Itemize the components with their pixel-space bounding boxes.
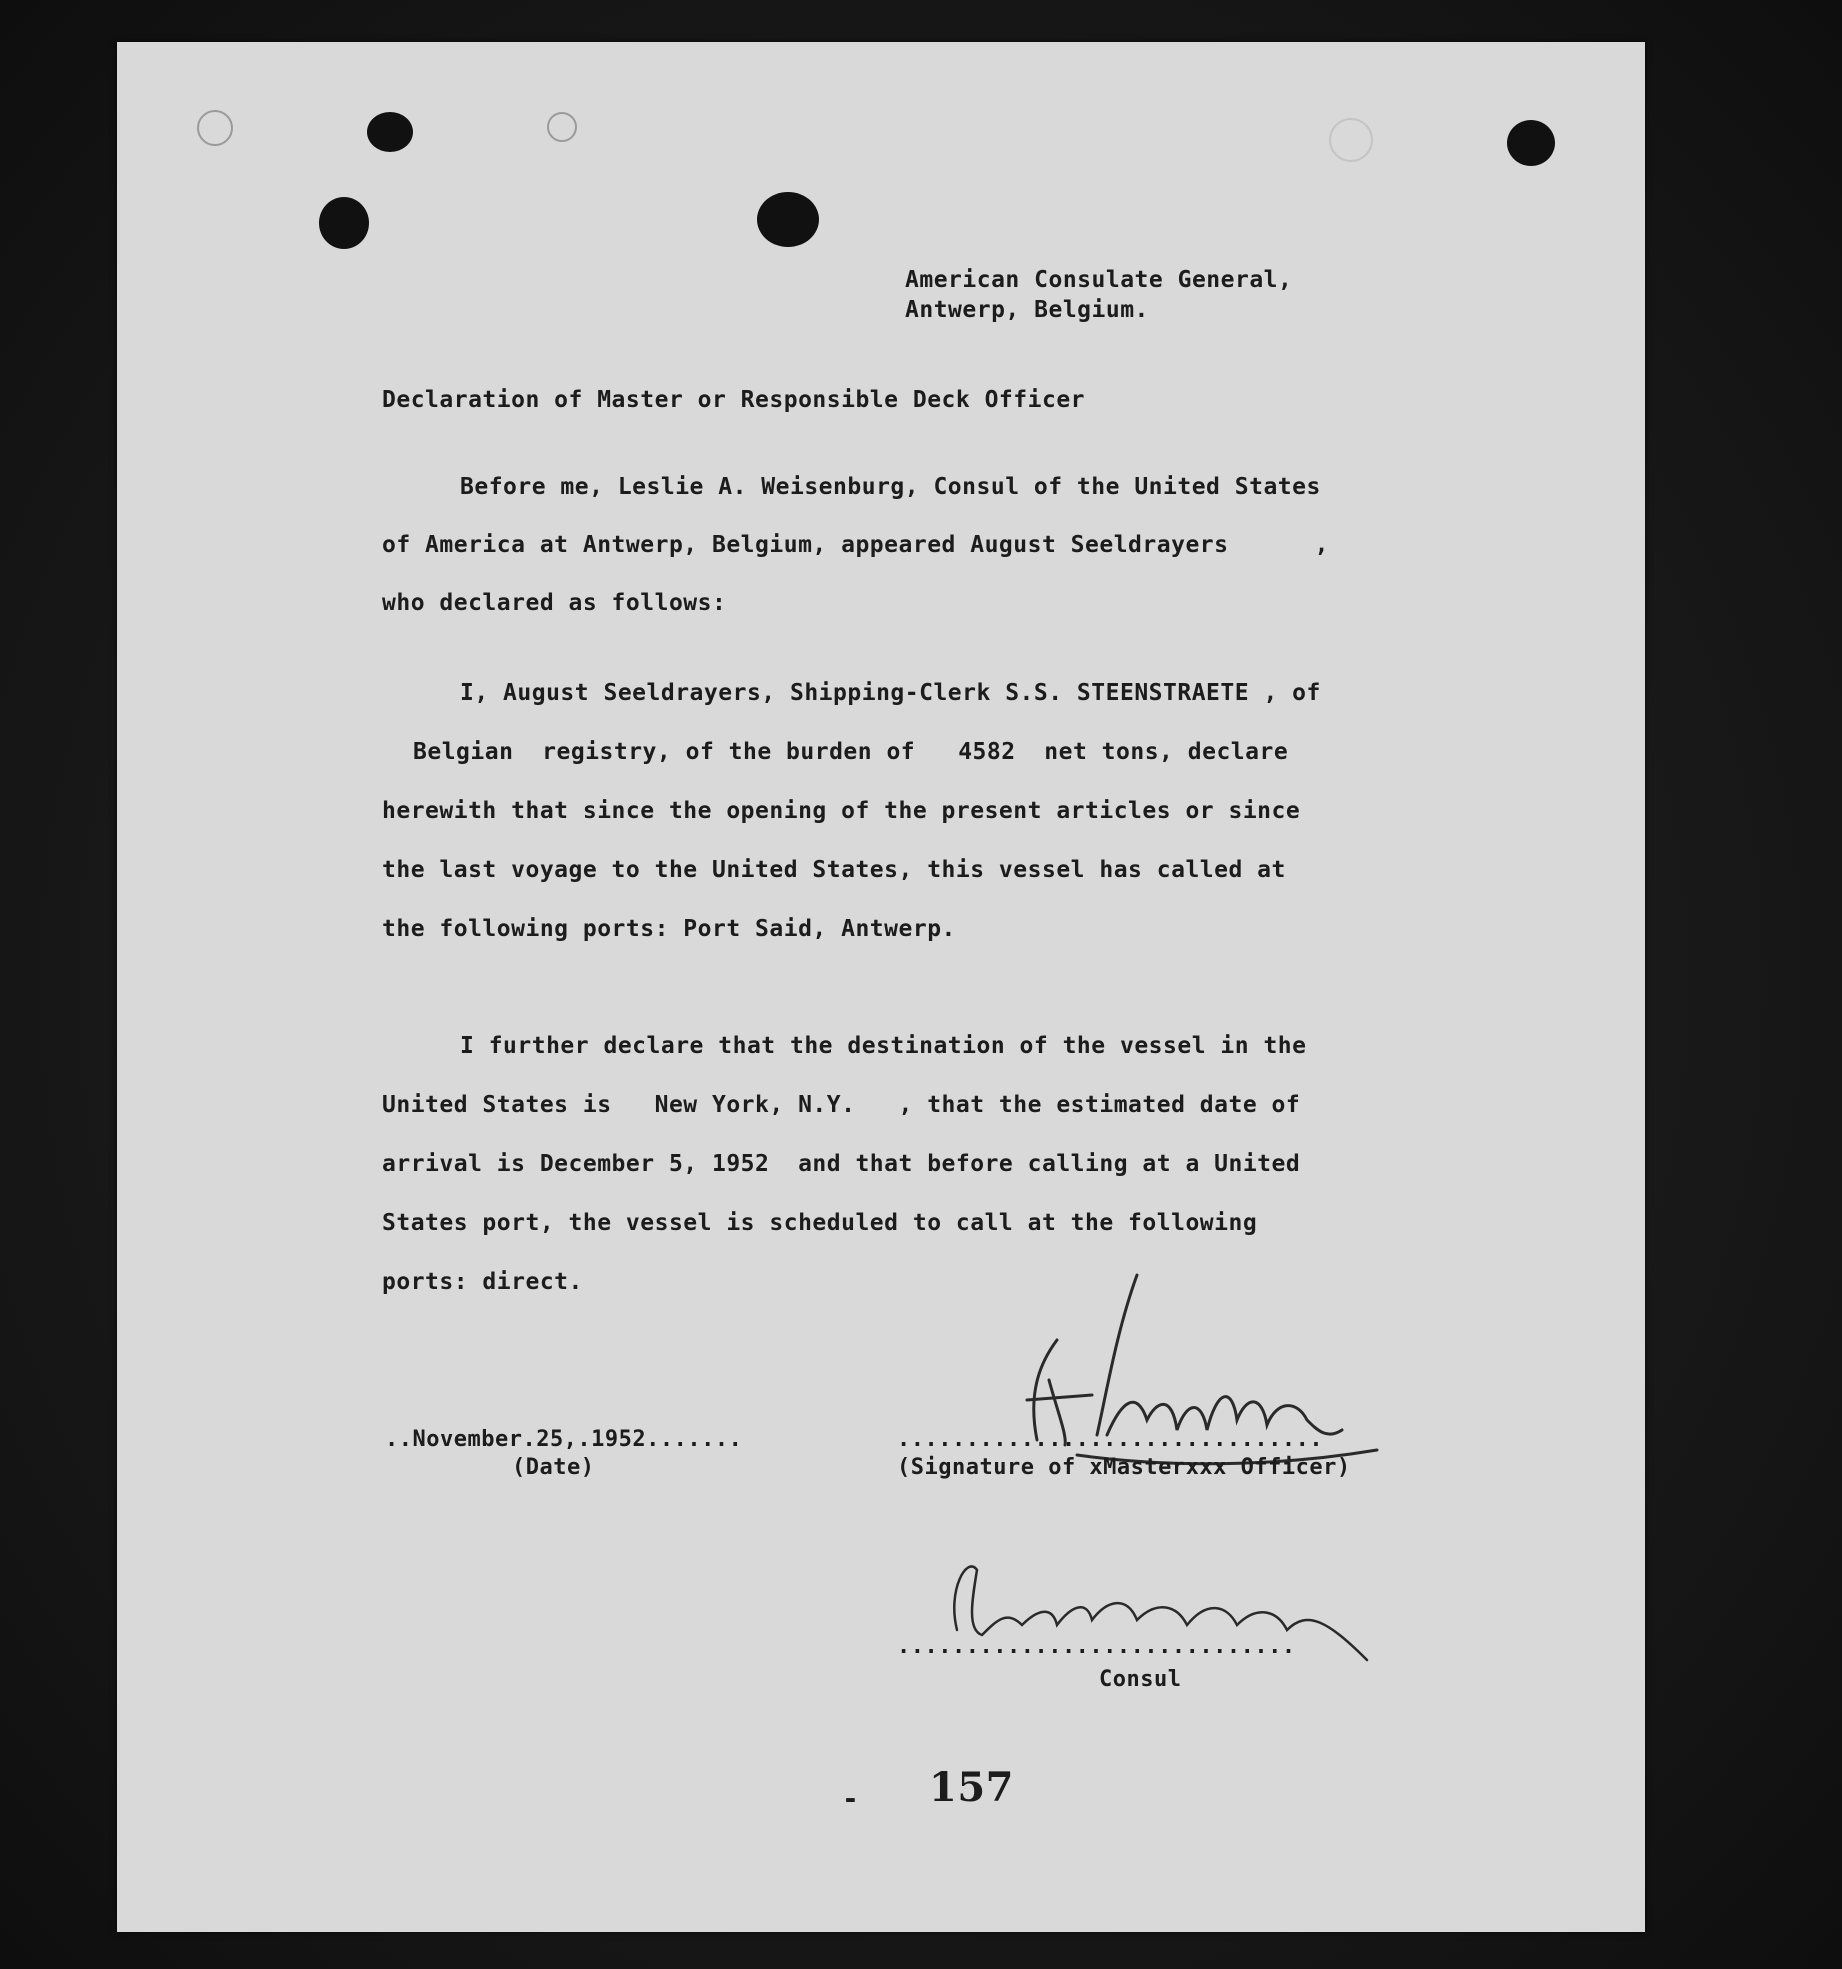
consul-signature-dots: .............................: [897, 1634, 1296, 1659]
paragraph3-line2: United States is New York, N.Y. , that the estimated date of: [382, 1092, 1301, 1118]
page-dash: -: [842, 1782, 860, 1815]
date-line: ..November.25,.1952.......: [385, 1427, 743, 1452]
paragraph1-line3: who declared as follows:: [382, 590, 727, 616]
date-label: (Date): [512, 1455, 595, 1480]
punch-hole: [547, 112, 577, 142]
punch-hole: [367, 112, 413, 152]
paragraph1-line2: of America at Antwerp, Belgium, appeared August Seeldrayers ,: [382, 532, 1329, 558]
consul-label: Consul: [1099, 1667, 1182, 1692]
paragraph2-line3: herewith that since the opening of the present articles or since: [382, 798, 1301, 824]
paragraph3-line4: States port, the vessel is scheduled to call at the following: [382, 1210, 1258, 1236]
consul-signature: [927, 1550, 1387, 1680]
punch-hole: [757, 192, 819, 247]
paragraph2-line4: the last voyage to the United States, this vessel has called at: [382, 857, 1286, 883]
paragraph2-line1: I, August Seeldrayers, Shipping-Clerk S.S. STEENSTRAETE , of: [460, 680, 1321, 706]
document-title: Declaration of Master or Responsible Deck Officer: [382, 387, 1086, 413]
consulate-location: Antwerp, Belgium.: [905, 297, 1149, 323]
officer-signature-label: (Signature of xMasterxxx Officer): [897, 1455, 1351, 1480]
page-number: 157: [929, 1764, 1014, 1811]
consulate-name: American Consulate General,: [905, 267, 1293, 293]
punch-hole: [1329, 118, 1373, 162]
punch-hole: [1507, 120, 1555, 166]
paragraph1-line1: Before me, Leslie A. Weisenburg, Consul of the United States: [460, 474, 1321, 500]
paragraph2-line5: the following ports: Port Said, Antwerp.: [382, 916, 956, 942]
officer-signature-dots: ...............................: [897, 1427, 1324, 1452]
punch-hole: [197, 110, 233, 146]
paragraph3-line5: ports: direct.: [382, 1269, 583, 1295]
punch-hole: [319, 197, 369, 249]
paragraph3-line1: I further declare that the destination of the vessel in the: [460, 1033, 1307, 1059]
paragraph3-line3: arrival is December 5, 1952 and that before calling at a United: [382, 1151, 1301, 1177]
document-page: [117, 42, 1645, 1932]
paragraph2-line2: Belgian registry, of the burden of 4582 net tons, declare: [413, 739, 1289, 765]
